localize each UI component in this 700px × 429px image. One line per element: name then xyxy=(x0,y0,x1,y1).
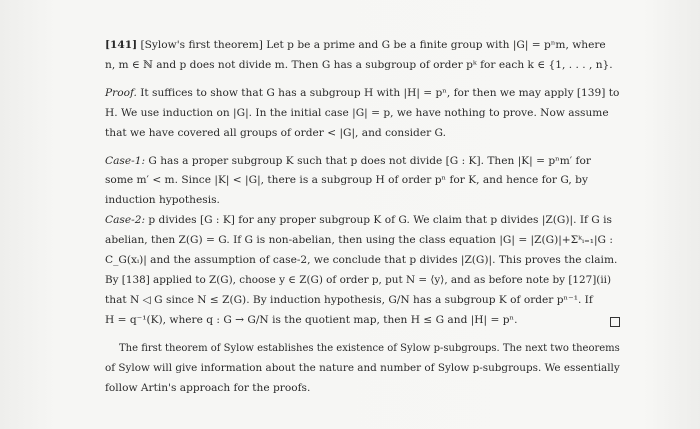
case1-line-2: some m′ < m. Since |K| < |G|, there is a subgroup H of order pⁿ for K, and hence for G, by xyxy=(105,174,588,187)
case1-text-1: G has a proper subgroup K such that p does not divide [G : K]. Then |K| = pⁿm′ for xyxy=(148,154,591,167)
proof-line-1 xyxy=(105,84,620,104)
closing-line-1: The first theorem of Sylow establishes the existence of Sylow p-subgroups. The next two theorems xyxy=(119,342,620,354)
proof-line-2: H. We use induction on |G|. In the initial case |G| = p, we have nothing to prove. Now assume xyxy=(105,106,609,119)
theorem-line-1 xyxy=(105,36,620,56)
case1-line-3: induction hypothesis. xyxy=(105,194,220,207)
proof-block xyxy=(105,84,620,144)
qed-square-icon xyxy=(610,317,620,327)
text-body xyxy=(105,36,620,406)
theorem-title: [Sylow's first theorem] xyxy=(140,39,263,51)
case2-line-2: abelian, then Z(G) = G. If G is non-abelian, then using the class equation |G| = |Z(G)|+Σᵏᵢ₌₁|G : xyxy=(105,234,613,247)
theorem-block xyxy=(105,36,620,76)
closing-paragraph xyxy=(105,339,620,399)
case2-line-4: By [138] applied to Z(G), choose y ∈ Z(G) of order p, put N = ⟨y⟩, and as before note by [127](ii) xyxy=(105,273,612,286)
closing-line-3: follow Artin's approach for the proofs. xyxy=(105,381,311,394)
theorem-line-2: n, m ∈ ℕ and p does not divide m. Then G has a subgroup of order pᵏ for each k ∈ {1, . . . , n}. xyxy=(105,58,613,71)
proof-text-1: It suffices to show that G has a subgroup H with |H| = pⁿ, for then we may apply [139] to xyxy=(140,86,620,99)
case2-label: Case-2: xyxy=(105,214,146,227)
proof-label: Proof. xyxy=(105,86,137,99)
case1-block xyxy=(105,152,620,212)
case2-line-5: that N ◁ G since N ≤ Z(G). By induction hypothesis, G/N has a subgroup K of order pⁿ⁻¹. If xyxy=(105,293,593,306)
case2-line-6 xyxy=(105,311,620,331)
case2-block xyxy=(105,211,620,330)
theorem-number: [141] xyxy=(105,39,138,51)
closing-line-2: of Sylow will give information about the nature and number of Sylow p-subgroups. We essentially xyxy=(105,361,620,374)
proof-line-3: that we have covered all groups of order < |G|, and consider G. xyxy=(105,126,446,139)
case2-line-3: C_G(xᵢ)| and the assumption of case-2, we conclude that p divides |Z(G)|. This proves the claim. xyxy=(105,254,618,267)
case2-text-1: p divides [G : K] for any proper subgroup K of G. We claim that p divides |Z(G)|. If G is xyxy=(148,214,612,227)
case1-line-1 xyxy=(105,152,620,172)
case2-text-6: H = q⁻¹(K), where q : G → G/N is the quotient map, then H ≤ G and |H| = pⁿ. xyxy=(105,313,518,326)
theorem-text-1: Let p be a prime and G be a finite group with |G| = pⁿm, where xyxy=(266,39,606,51)
case1-label: Case-1: xyxy=(105,154,146,167)
case2-line-1 xyxy=(105,211,620,231)
